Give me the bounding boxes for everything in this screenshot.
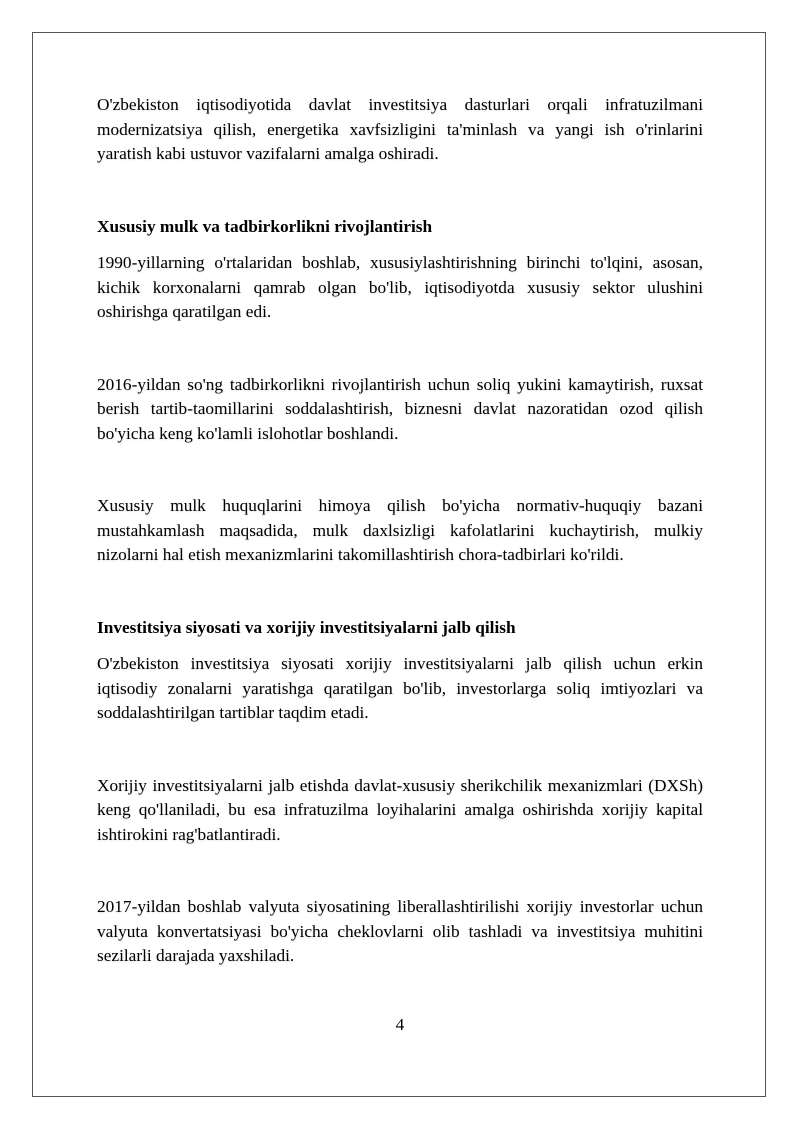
paragraph-property-rights: Xususiy mulk huquqlarini himoya qilish bo'yicha normativ-huquqiy bazani mustahkamlash maqsadida, mulk daxlsizligi kafolatlarini kuchaytirish, mulkiy nizolarni hal etish mexanizmlarini takomillashtirish chora-tadbirlari ko'rildi. xyxy=(97,496,703,564)
section-heading-private-property: Xususiy mulk va tadbirkorlikni rivojlantirish xyxy=(97,216,433,236)
page-content xyxy=(97,93,703,969)
paragraph-privatization: 1990-yillarning o'rtalaridan boshlab, xususiylashtirishning birinchi to'lqini, asosan, kichik korxonalarni qamrab olgan bo'lib, iqtisodiyotda xususiy sektor ulushini oshirishga qaratilgan edi. xyxy=(97,253,703,321)
paragraph-public-private-partnership: Xorijiy investitsiyalarni jalb etishda davlat-xususiy sherikchilik mexanizmlari (DXSh) keng qo'llaniladi, bu esa infratuzilma loyihalarini amalga oshirishda xorijiy kapital ishtirokini rag'batlantiradi. xyxy=(97,775,703,844)
section-heading-investment-policy: Investitsiya siyosati va xorijiy investitsiyalarni jalb qilish xyxy=(97,617,516,637)
paragraph-free-economic-zones: O'zbekiston investitsiya siyosati xorijiy investitsiyalarni jalb qilish uchun erkin iqtisodiy zonalarni yaratishga qaratilgan bo'lib, investorlarga soliq imtiyozlari va soddalashtirilgan tartiblar taqdim etadi. xyxy=(97,654,703,722)
paragraph-state-investment: O'zbekiston iqtisodiyotida davlat investitsiya dasturlari orqali infratuzilmani modernizatsiya qilish, energetika xavfsizligini ta'minlash va yangi ish o'rinlarini yaratish kabi ustuvor vazifalarni amalga oshiradi. xyxy=(97,95,703,163)
paragraph-currency-liberalization: 2017-yildan boshlab valyuta siyosatining liberallashtirilishi xorijiy investorlar uchun valyuta konvertatsiyasi bo'yicha cheklovlarni olib tashladi va investitsiya muhitini sezilarli darajada yaxshiladi. xyxy=(97,897,703,965)
page-number: 4 xyxy=(395,1015,405,1034)
paragraph-entrepreneurship-reforms: 2016-yildan so'ng tadbirkorlikni rivojlantirish uchun soliq yukini kamaytirish, ruxsat berish tartib-taomillarini soddalashtirish, biznesni davlat nazoratidan ozod qilish bo'yicha keng ko'lamli islohotlar boshlandi. xyxy=(97,374,703,443)
